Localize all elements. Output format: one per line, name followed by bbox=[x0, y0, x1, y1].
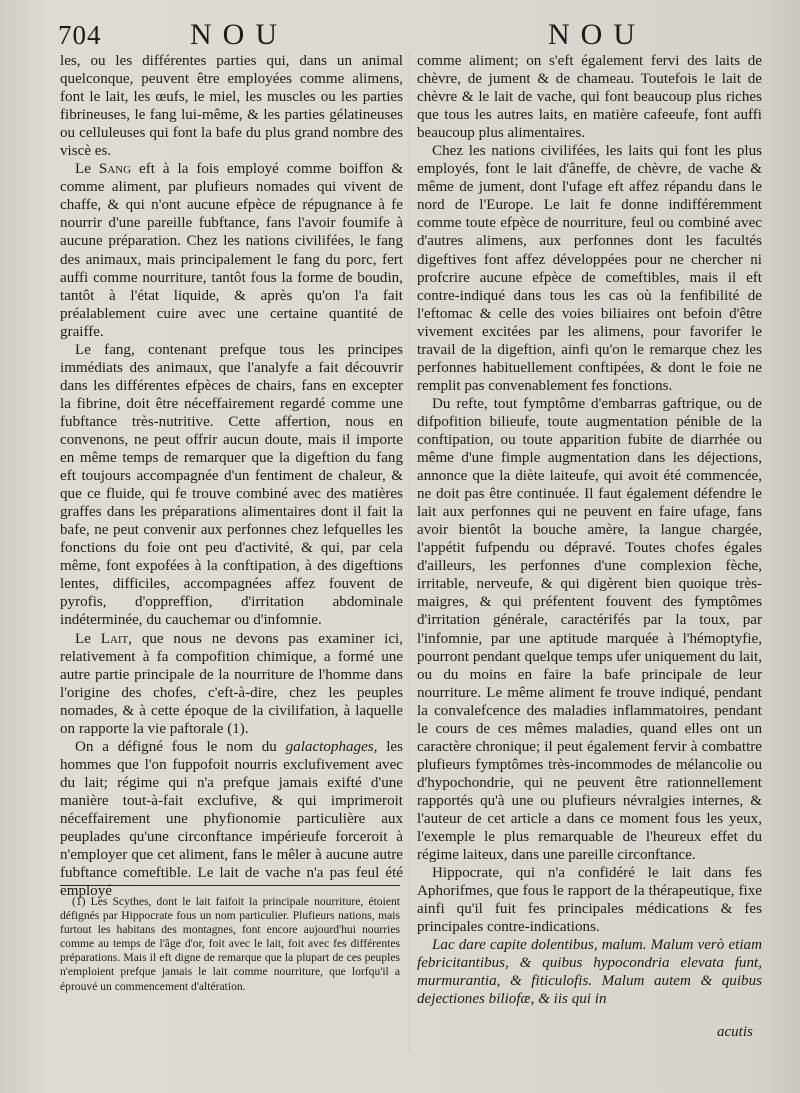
paragraph-galactophages bbox=[60, 738, 403, 900]
right-column bbox=[417, 52, 762, 1008]
paragraph: Hippocrate, qui n'a confidéré le lait dans fes Aphorifmes, que fous le rapport de la thérapeutique, fixe ainfi qu'il fuit fes principales médications & fes principales contre-indications. bbox=[417, 865, 762, 936]
term-lait: Lait bbox=[100, 630, 129, 647]
footnote-text: (1) Les Scythes, dont le lait faifoit la principale nourriture, étoient défignés par Hippocrate fous un nom particulier. Plufieurs nations, mais furtout les habitans des montagnes, font encore aujourd'hui nourries comme au temps de l'âge d'or, foit avec le lait, foit avec fes différentes préparations. Mais il eft digne de remarque que la plupart de ces peuples n'emploient prefque jamais le lait comme nourriture, que lorfqu'il a éprouvé un commencement d'altération. bbox=[60, 895, 400, 993]
paragraph: les, ou les différentes parties qui, dans un animal quelconque, peuvent être employées comme alimens, font le lait, les œufs, le miel, les muscles ou les parties fibrineuses, le fang lui-même, & les parties gélatineuses ou celluleuses qui font la bafe du plus grand nombre des viscè es. bbox=[60, 53, 403, 160]
running-head-left: NOU bbox=[190, 18, 288, 51]
paragraph-sang bbox=[60, 160, 403, 340]
page-number: 704 bbox=[58, 20, 102, 50]
term-galactophages: galactophages bbox=[285, 738, 374, 755]
paragraph-lead: Le bbox=[75, 161, 99, 178]
paragraph-body: , que nous ne devons pas examiner ici, relativement à fa compofition chimique, a formé une autre partie principale de la nourriture de l'homme dans l'origine des chofes, c'eft-à-dire, chez les peuples nomades, & à cette époque de la civilifation, à laquelle on rapporte la vie paftorale (1). bbox=[60, 630, 403, 737]
term-sang: Sang bbox=[98, 161, 132, 178]
quote-text: Lac dare capite dolentibus, malum. Malum verò etiam febricitantibus, & quibus hypocondria elevata funt, murmurantia, & fiticulofis. Malum autem & quibus dejectiones biliofæ, & iis qui in bbox=[417, 937, 762, 1008]
page-header bbox=[0, 18, 800, 52]
paragraph: Chez les nations civilifées, les laits qui font les plus employés, font le lait d'âneffe, de chèvre, de vache & même de jument, dont l'ufage eft affez répandu dans le nord de l'Europe. Le lait fe donne indifféremment comme toute efpèce de nourriture, feul ou combiné avec d'autres alimens, aux perfonnes dont les facultés digeftives font affez développées pour ne chercher ni profcrire aucune efpèce de comeftibles, mais il eft contre-indiqué dans tous les cas où la fenfibilité de l'eftomac & celle des voies biliaires ont befoin d'être vivement excitées par les alimens, pour favorifer le travail de la digeftion, ainfi qu'on le remarque chez les perfonnes habituellement conftipées, & dont le foie ne remplit pas convenablement fes fonctions. bbox=[417, 143, 762, 394]
footnote-rule bbox=[60, 885, 400, 886]
paragraph-body: eft à la fois employé comme boiffon & comme aliment, par plufieurs nomades qui vivent de chaffe, & qui n'ont aucune efpèce de répugnance à fe nourrir d'une pareille fubftance, fans l'avoir foumife à aucune préparation. Chez les nations civilifées, le fang des animaux, mais principalement le fang du porc, fert auffi comme nourriture, tantôt fous la forme de boudin, tantôt à l'état liquide, & après qu'on l'a fait préalablement cuire avec une certaine quantité de graiffe. bbox=[60, 161, 403, 340]
paragraph-lead: Le bbox=[75, 630, 101, 647]
catchword: acutis bbox=[717, 1024, 753, 1040]
paragraph: Du refte, tout fymptôme d'embarras gaftrique, ou de difpofition bilieufe, toute augmentation pénible de la conftipation, ou toute apparition fubite de diarrhée ou même d'une fimple augmentation dans les déjections, annonce que la diète laiteufe, qui avoit été commencée, ne doit pas être continuée. Il faut également défendre le lait aux perfonnes qui ne peuvent en faire ufage, fans avoir bientôt la bouche amère, la langue chargée, l'appétit fufpendu ou dépravé. Toutes chofes égales d'ailleurs, les perfonnes d'une complexion fèche, irritable, nerveufe, & qui digèrent bien quoique très-maigres, & qui préfentent fouvent des fymptômes d'irritation générale, caractérifés par la toux, par l'infomnie, par une aptitude marquée à l'hémoptyfie, pourront pendant quelque temps ufer uniquement du lait, ou du moins en faire la bafe principale de leur nourriture. Le même aliment fe trouve indiqué, pendant la convalefcence des maladies inflammatoires, pendant le cours de ces mêmes maladies, quand elles ont un caractère chronique; il peut également fervir à combattre plufieurs fymptômes très-incommodes de mélancolie ou d'hypochondrie, qui ne peuvent être rationnellement rapportés qu'à une ou plufieurs névralgies internes, & l'auteur de cet article a dans ce moment fous les yeux, l'exemple le plus remarquable de l'heureux effet du régime laiteux, dans une pareille circonftance. bbox=[417, 395, 762, 864]
column-gutter bbox=[409, 52, 410, 1052]
latin-quote bbox=[417, 936, 762, 1008]
paragraph: Le fang, contenant prefque tous les principes immédiats des animaux, que l'analyfe a fait découvrir dans les différentes efpèces de chairs, fans en excepter la fibrine, doit être néceffairement regardé comme une fubftance très-nutritive. Cette affertion, nous en convenons, ne peut offrir aucun doute, mais il importe en même temps de remarquer que la digeftion du fang eft toujours accompagnée d'un fentiment de chaleur, & que ce fluide, qui fe trouve combiné avec des matières graffes dans les préparations alimentaires dont il fait la bafe, ne peut convenir aux perfonnes chez lefquelles les fonctions du foie ont peu d'activité, & qui, par cela même, font expofées à la conftipation, à des digeftions lentes, difficiles, accompagnées affez fouvent de pyrofis, d'oppreffion, d'irritation abdominale indéterminée, du cauchemar ou d'infomnie. bbox=[60, 341, 403, 629]
paragraph: comme aliment; on s'eft également fervi des laits de chèvre, de jument & de chameau. Toutefois le lait de chèvre & le lait de vache, qui font beaucoup plus riches que tous les autres laits, en matière cafeeufe, font auffi beaucoup plus alimentaires. bbox=[417, 53, 762, 142]
paragraph-lead: On a défigné fous le nom du bbox=[75, 738, 286, 755]
left-column bbox=[60, 52, 403, 900]
paragraph-body: , les hommes que l'on fuppofoit nourris exclufivement avec du lait; régime qui n'a prefque jamais exifté d'une manière tout-à-fait exclufive, & qui imprimeroit néceffairement une phyfionomie particulière aux peuplades qu'une circonftance impérieufe forceroit à n'employer que cet aliment, fans le mêler à aucune autre fubftance comeftible. Le lait de vache n'a pas feul été employé bbox=[60, 738, 403, 900]
footnote bbox=[60, 895, 400, 994]
paragraph-lait bbox=[60, 630, 403, 738]
running-head-right: NOU bbox=[548, 18, 646, 51]
